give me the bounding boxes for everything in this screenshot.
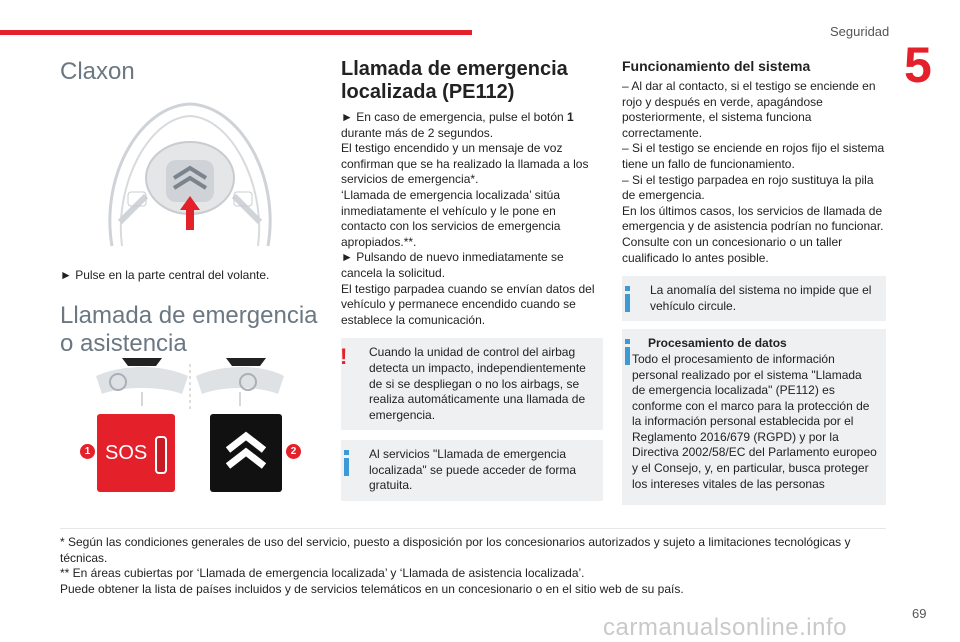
pe112-heading: Llamada de emergencia localizada (PE112) [341, 58, 568, 103]
mirror-console-figure [92, 354, 288, 414]
info-box-data [622, 329, 886, 505]
pe112-led: El testigo parpadea cuando se envían datos del vehículo y permanece encendido cuando se establece la comunicación. [341, 281, 595, 327]
claxon-heading: Claxon [60, 58, 135, 85]
data-processing-text: Todo el procesamiento de información personal realizado por el sistema "Llamada de emergencia localizada" (PE112) es conforme con el marco para la protección de la información personal establecida por el Reglamento 2016/679 (RGPD) y por la Directiva 2002/58/EC del Parlamento europeo y el Consejo, y, en particular, busca proteger los intereses vitales de las personas [632, 351, 877, 491]
warning-icon: ! [340, 344, 348, 370]
claxon-step: ► Pulse en la parte central del volante. [60, 268, 270, 282]
steering-wheel-figure [100, 96, 280, 260]
watermark: carmanualsonline.info [603, 614, 847, 641]
info-anomaly-text: La anomalía del sistema no impide que el vehículo circule. [650, 283, 872, 313]
top-accent-bar [0, 30, 472, 35]
pe112-locate: ‘Llamada de emergencia localizada’ sitúa inmediatamente el vehículo y le pone en contacto con los servicios de emergencia apropiados.**. [341, 187, 561, 249]
section-name: Seguridad [830, 24, 890, 39]
operation-services: En los últimos casos, los servicios de llamada de emergencia y de asistencia podrían no funcionar. [622, 203, 884, 234]
sos-label: SOS [105, 442, 148, 464]
warning-text: Cuando la unidad de control del airbag detecta un impacto, independientemente de si se despliegan o no los airbags, se realiza automáticamente una llamada de emergencia. [369, 345, 586, 422]
operation-battery: – Si el testigo parpadea en rojo sustituya la pila de emergencia. [622, 172, 874, 203]
footnotes [60, 528, 886, 597]
pe112-step-1 [341, 110, 603, 141]
pe112-confirm: El testigo encendido y un mensaje de voz confirman que se ha realizado la llamada a los servicios de emergencia*. [341, 141, 589, 187]
column-right [622, 58, 886, 505]
footnote-1: * Según las condiciones generales de uso del servicio, puesto a disposición por los concesionarios autorizados y sujeto a limitaciones tecnológicas y técnicas. [60, 535, 851, 565]
step-1-text: ► En caso de emergencia, pulse el botón [341, 110, 568, 124]
footnote-3: Puede obtener la lista de países incluidos y de servicios telemáticos en un concesionario o en el sitio web de su país. [60, 581, 684, 596]
page-number: 69 [912, 606, 927, 621]
assistance-button-illustration [210, 414, 282, 492]
info-icon [624, 286, 632, 312]
citroen-chevrons-icon [228, 436, 264, 466]
sos-indicator [155, 436, 167, 474]
callout-2: 2 [286, 444, 301, 459]
data-processing-title: Procesamiento de datos [648, 336, 787, 351]
step-1-text-end: durante más de 2 segundos. [341, 125, 494, 140]
info-icon [624, 339, 632, 365]
chapter-number: 5 [904, 37, 932, 93]
emergency-assistance-heading: Llamada de emergencia o asistencia [60, 302, 318, 357]
info-free-text: Al servicios "Llamada de emergencia localizada" se puede acceder de forma gratuita. [369, 447, 577, 493]
system-operation-heading: Funcionamiento del sistema [622, 58, 811, 74]
column-left [60, 58, 322, 86]
sos-button-illustration [97, 414, 175, 492]
operation-fault: – Si el testigo se enciende en rojos fijo el sistema tiene un fallo de funcionamiento. [622, 141, 885, 171]
info-icon [343, 450, 351, 476]
column-middle [341, 58, 603, 501]
callout-1: 1 [80, 444, 95, 459]
step-1-button-ref: 1 [567, 110, 574, 124]
pe112-cancel: ► Pulsando de nuevo inmediatamente se cancela la solicitud. [341, 250, 564, 280]
operation-ok: – Al dar al contacto, si el testigo se enciende en rojo y después en verde, apagándose posteriormente, el sistema funciona correctamente. [622, 79, 876, 140]
info-box-anomaly [622, 276, 886, 321]
footnote-2: ** En áreas cubiertas por ‘Llamada de emergencia localizada’ y ‘Llamada de asistencia localizada’. [60, 566, 585, 581]
warning-box [341, 338, 603, 430]
info-box-free [341, 440, 603, 501]
operation-consult: Consulte con un concesionario o un taller cualificado lo antes posible. [622, 234, 843, 265]
